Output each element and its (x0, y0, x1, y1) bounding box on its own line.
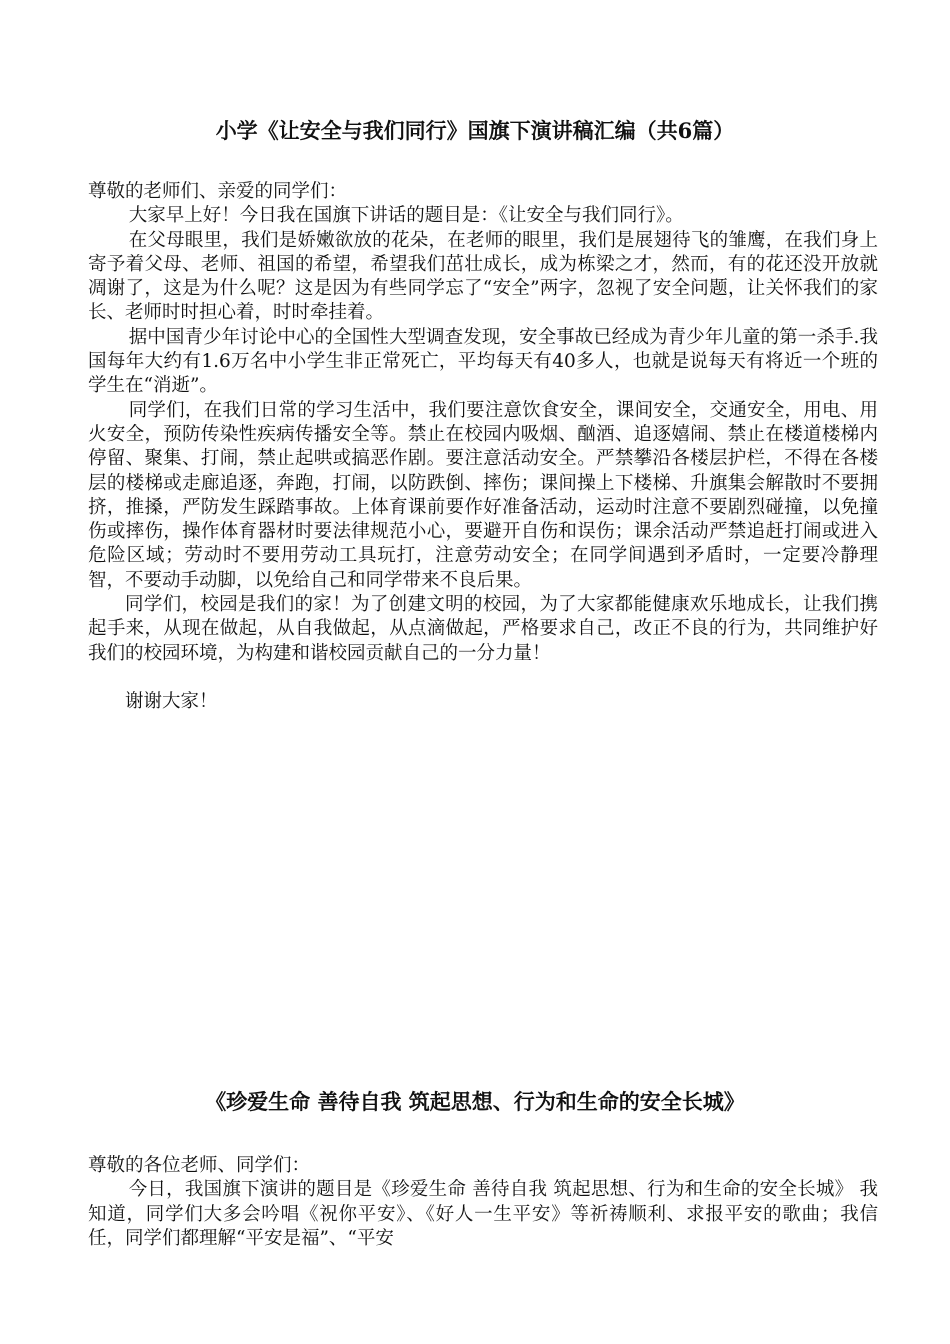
speech-2-body (88, 1154, 878, 1251)
speech-1-paragraph: 据中国青少年讨论中心的全国性大型调查发现，安全事故已经成为青少年儿童的第一杀手.我国每年大约有1.6万名中小学生非正常死亡，平均每天有40多人，也就是说每天有将近一个班的学生在“消逝”。 (88, 326, 878, 397)
speech-1-closing: 谢谢大家！ (125, 690, 218, 712)
speech-1-salutation: 尊敬的老师们、亲爱的同学们： (88, 181, 348, 202)
speech-1-paragraph: 在父母眼里，我们是娇嫩欲放的花朵，在老师的眼里，我们是展翅待飞的雏鹰，在我们身上寄予着父母、老师、祖国的希望，希望我们茁壮成长，成为栋梁之才，然而，有的花还没开放就凋谢了，这是为什么呢？这是因为有些同学忘了“安全”两字，忽视了安全问题，让关怀我们的家长、老师时时担心着，时时牵挂着。 (88, 229, 878, 324)
speech-1-paragraph: 同学们，校园是我们的家！为了创建文明的校园，为了大家都能健康欢乐地成长，让我们携起手来，从现在做起，从自我做起，从点滴做起，严格要求自己，改正不良的行为，共同维护好我们的校园环境，为构建和谐校园贡献自己的一分力量！ (88, 594, 878, 664)
speech-1-paragraph: 同学们，在我们日常的学习生活中，我们要注意饮食安全，课间安全，交通安全，用电、用火安全，预防传染性疾病传播安全等。禁止在校园内吸烟、酗酒、追逐嬉闹、禁止在楼道楼梯内停留、聚集、打闹，禁止起哄或搞恶作剧。要注意活动安全。严禁攀沿各楼层护栏，不得在各楼层的楼梯或走廊追逐，奔跑，打闹，以防跌倒、摔伤；课间操上下楼梯、升旗集会解散时不要拥挤，推搡，严防发生踩踏事故。上体育课前要作好准备活动，运动时注意不要剧烈碰撞，以免撞伤或摔伤，操作体育器材时要法律规范小心，要避开自伤和误伤；课余活动严禁追赶打闹或进入危险区域；劳动时不要用劳动工具玩打，注意劳动安全；在同学间遇到矛盾时，一定要冷静理智，不要动手动脚，以免给自己和同学带来不良后果。 (88, 399, 878, 591)
speech-2-paragraph: 今日，我国旗下演讲的题目是《珍爱生命 善待自我 筑起思想、行为和生命的安全长城》 我知道，同学们大多会吟唱《祝你平安》、《好人一生平安》等祈祷顺利、求报平安的歌曲；我信任，同学们都理解“平安是福”、“平安 (88, 1179, 878, 1249)
speech-1-body (88, 180, 878, 714)
speech-2-salutation: 尊敬的各位老师、同学们： (88, 1155, 311, 1176)
speech-2-title: 《珍爱生命 善待自我 筑起思想、行为和生命的安全长城》 (205, 1089, 745, 1114)
speech-1-title: 小学《让安全与我们同行》国旗下演讲稿汇编（共6篇） (215, 118, 735, 143)
speech-1-paragraph: 大家早上好！今日我在国旗下讲话的题目是：《让安全与我们同行》。 (128, 205, 684, 227)
